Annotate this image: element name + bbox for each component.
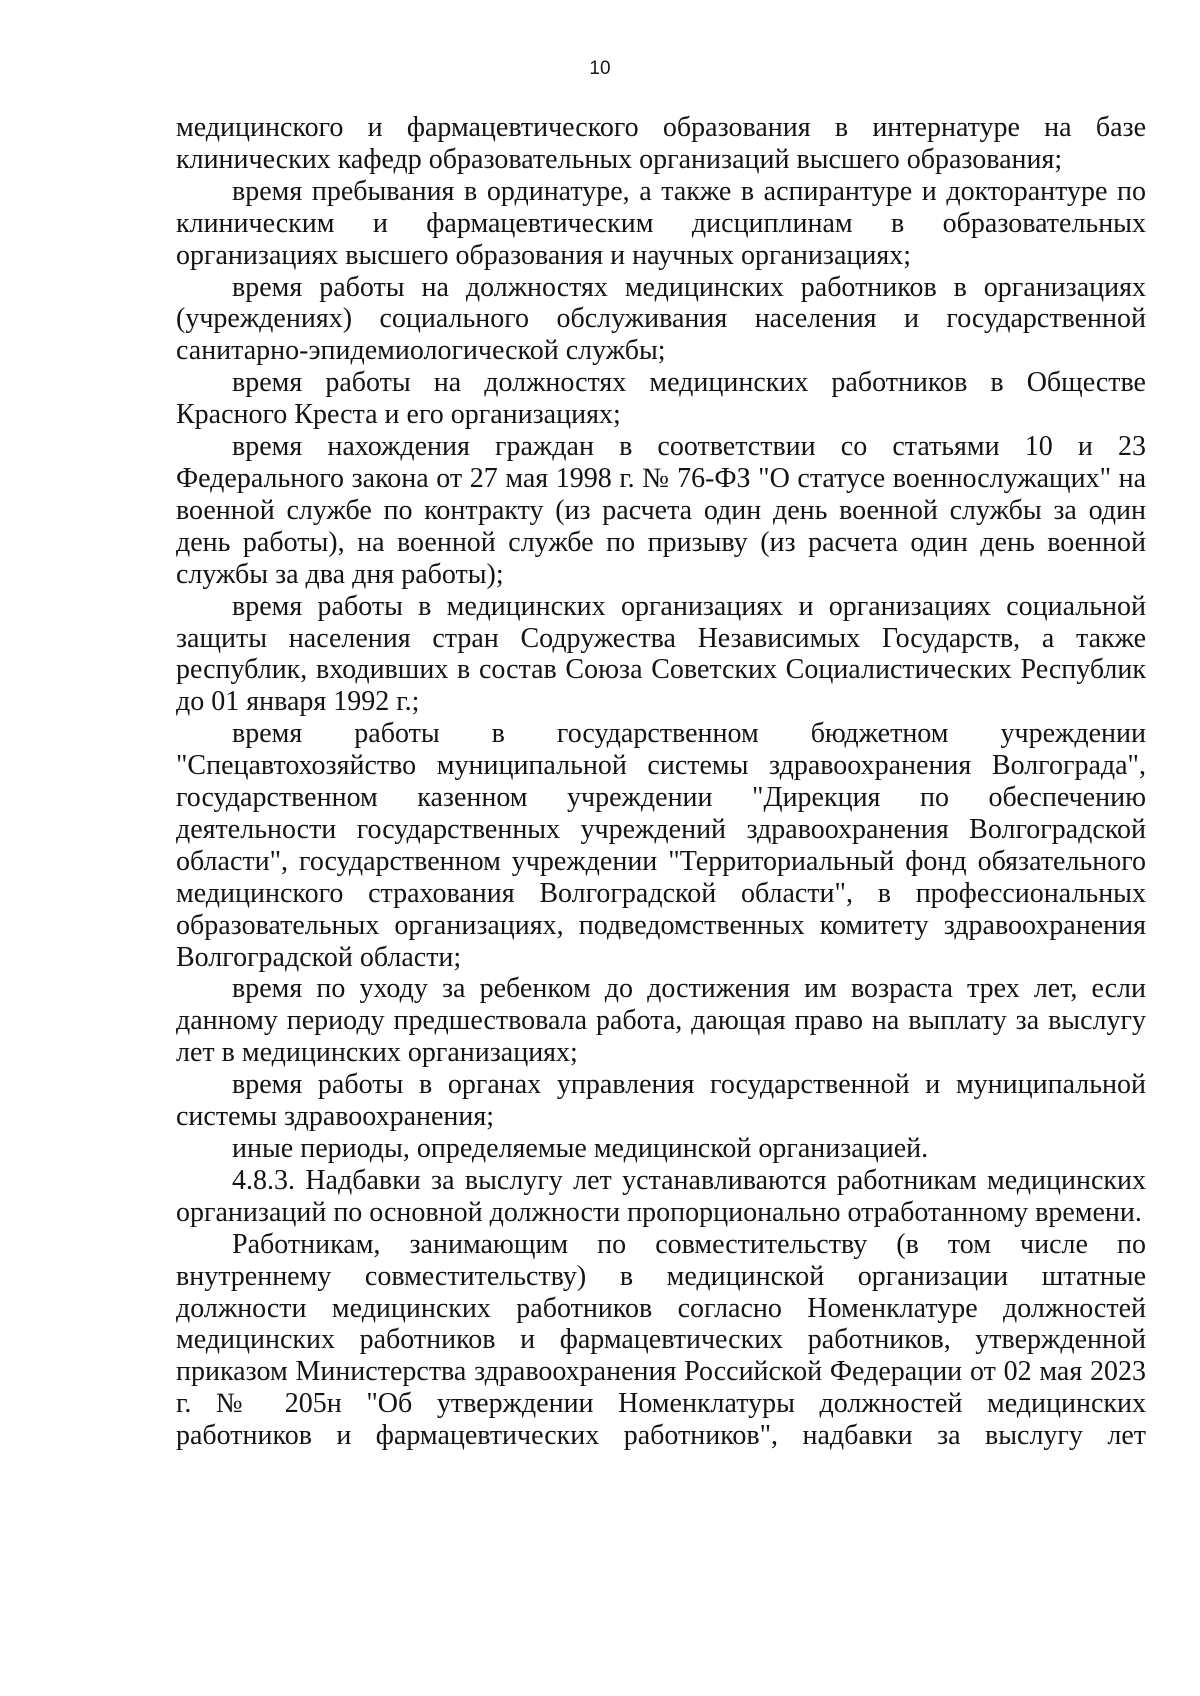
paragraph-social-service: время работы на должностях медицинских работников в организациях (учреждениях) социального обслуживания населения и государственной санитарно-эпидемиологической службы; <box>176 271 1146 367</box>
paragraph-4-8-3: 4.8.3. Надбавки за выслугу лет устанавливаются работникам медицинских организаций по основной должности пропорционально отработанному времени. <box>176 1164 1146 1228</box>
paragraph-residency: время пребывания в ординатуре, а также в аспирантуре и докторантуре по клиническим и фармацевтическим дисциплинам в образовательных организациях высшего образования и научных организациях; <box>176 175 1146 271</box>
paragraph-red-cross: время работы на должностях медицинских работников в Обществе Красного Креста и его организациях; <box>176 367 1146 431</box>
paragraph-military-service: время нахождения граждан в соответствии со статьями 10 и 23 Федерального закона от 27 мая 1998 г. № 76-ФЗ "О статусе военнослужащих" на военной службе по контракту (из расчета один день военной службы за один день работы), на военной службе по призыву (из расчета один день военной службы за два дня работы); <box>176 431 1146 590</box>
document-body <box>176 112 1146 1452</box>
paragraph-other-periods: иные периоды, определяемые медицинской организацией. <box>232 1133 929 1164</box>
paragraph-cis-countries: время работы в медицинских организациях и организациях социальной защиты населения стран Содружества Независимых Государств, а также республик, входивших в состав Союза Советских Социалистических Республик до 01 января 1992 г.; <box>176 590 1146 718</box>
paragraph-continuation: медицинского и фармацевтического образования в интернатуре на базе клинических кафедр образовательных организаций высшего образования; <box>176 112 1146 175</box>
paragraph-volgograd-institutions: время работы в государственном бюджетном учреждении "Спецавтохозяйство муниципальной системы здравоохранения Волгограда", государственном казенном учреждении "Дирекция по обеспечению деятельности государственных учреждений здравоохранения Волгоградской области", государственном учреждении "Территориальный фонд обязательного медицинского страхования Волгоградской области", в профессиональных образовательных организациях, подведомственных комитету здравоохранения Волгоградской области; <box>176 718 1146 973</box>
paragraph-management-bodies: время работы в органах управления государственной и муниципальной системы здравоохранения; <box>176 1069 1146 1133</box>
paragraph-child-care: время по уходу за ребенком до достижения им возраста трех лет, если данному периоду предшествовала работа, дающая право на выплату за выслугу лет в медицинских организациях; <box>176 973 1146 1069</box>
paragraph-part-time: Работникам, занимающим по совместительству (в том числе по внутреннему совместительству) в медицинской организации штатные должности медицинских работников согласно Номенклатуре должностей медицинских работников и фармацевтических работников, утвержденной приказом Министерства здравоохранения Российской Федерации от 02 мая 2023 г. № 205н "Об утверждении Номенклатуры должностей медицинских работников и фармацевтических работников", надбавки за выслугу лет <box>176 1228 1146 1452</box>
page-number: 10 <box>589 58 611 79</box>
